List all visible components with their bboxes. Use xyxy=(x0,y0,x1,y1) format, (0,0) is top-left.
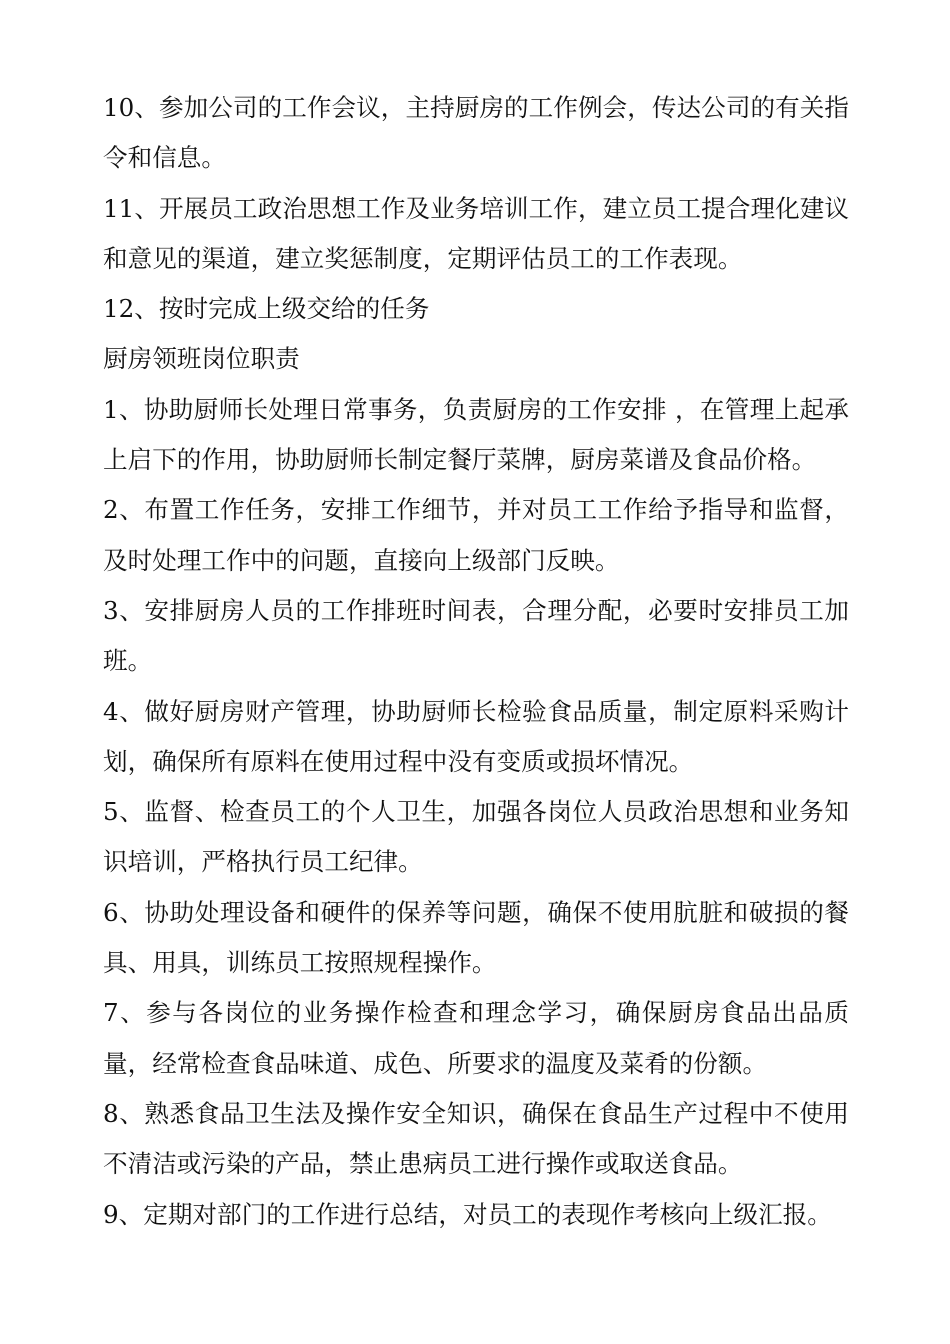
duty-item-12: 12、按时完成上级交给的任务 xyxy=(103,294,430,324)
duty-item-8: 8、熟悉食品卫生法及操作安全知识，确保在食品生产过程中不使用不清洁或污染的产品，禁止患病员工进行操作或取送食品。 xyxy=(103,1098,849,1179)
section-heading: 厨房领班岗位职责 xyxy=(103,344,300,374)
duty-item-9: 9、定期对部门的工作进行总结，对员工的表现作考核向上级汇报。 xyxy=(103,1199,832,1229)
duty-item-7: 7、参与各岗位的业务操作检查和理念学习，确保厨房食品出品质量，经常检查食品味道、成色、所要求的温度及菜肴的份额。 xyxy=(103,998,849,1078)
duty-item-1: 1、协助厨师长处理日常事务，负责厨房的工作安排 ，在管理上起承上启下的作用，协助厨师长制定餐厅菜牌，厨房菜谱及食品价格。 xyxy=(103,394,849,475)
duty-item-5: 5、监督、检查员工的个人卫生，加强各岗位人员政治思想和业务知识培训，严格执行员工纪律。 xyxy=(103,797,849,877)
duty-item-6: 6、协助处理设备和硬件的保养等问题，确保不使用肮脏和破损的餐具、用具，训练员工按照规程操作。 xyxy=(103,897,849,978)
duty-item-11: 11、开展员工政治思想工作及业务培训工作，建立员工提合理化建议和意见的渠道，建立奖惩制度，定期评估员工的工作表现。 xyxy=(103,193,849,273)
duty-item-2: 2、布置工作任务，安排工作细节，并对员工工作给予指导和监督，及时处理工作中的问题，直接向上级部门反映。 xyxy=(103,495,849,575)
duty-item-4: 4、做好厨房财产管理，协助厨师长检验食品质量，制定原料采购计划，确保所有原料在使用过程中没有变质或损坏情况。 xyxy=(103,696,849,776)
duty-item-3: 3、安排厨房人员的工作排班时间表，合理分配，必要时安排员工加班。 xyxy=(103,595,849,676)
duty-item-10: 10、参加公司的工作会议，主持厨房的工作例会，传达公司的有关指令和信息。 xyxy=(103,93,849,173)
document-page xyxy=(103,83,849,1240)
